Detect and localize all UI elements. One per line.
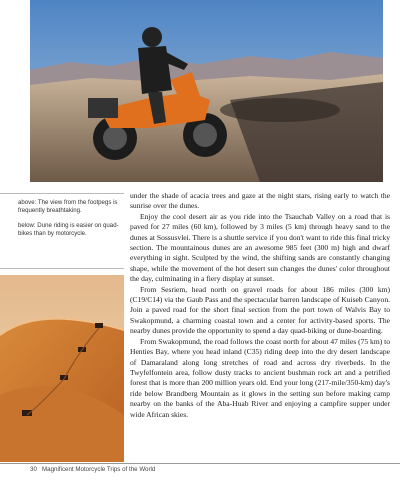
rider-desert-photo bbox=[30, 0, 383, 182]
book-title: Magnificent Motorcycle Trips of the World bbox=[42, 466, 156, 473]
article-body bbox=[130, 191, 390, 420]
dune-quadbike-photo bbox=[0, 275, 124, 462]
page-footer bbox=[0, 463, 400, 478]
page-number: 30 bbox=[30, 466, 37, 473]
paragraph-2: Enjoy the cool desert air as you ride into the Tsauchab Valley on a road that is paved for 27 miles (60 km), followed by 3 miles (5 km) through heavy sand to the dunes at Sossusvlei. There is a shuttle service if you don't want to ride this final tricky section. The mountainous dunes are an awesome 985 feet (300 m) high and dwarf everything in sight. Sculpted by the wind, the shifting sands are constantly changing shape, while the movement of the hot desert sun changes the dunes' color throughout the day, culminating in a fiery display at sunset. bbox=[130, 211, 390, 284]
paragraph-4: From Swakopmund, the road follows the coast north for about 47 miles (75 km) to Henties Bay, where you head inland (C35) riding deep into the dry desert landscape of Damaraland along long stretches of road and across dry riverbeds. In the Twyfelfontein area, follow dusty tracks to ancient bushman rock art and a petrified forest that is more than 200 million years old. End your long (217-mile/350-km) day's ride below Brandberg Mountain as it glows in the setting sun before making camp nearby on the banks of the Aba-Huab River and enjoying a campfire supper under wide African skies. bbox=[130, 336, 390, 419]
photo-captions bbox=[0, 193, 124, 269]
paragraph-1: under the shade of acacia trees and gaze at the night stars, rising early to watch the sunrise over the dunes. bbox=[130, 191, 390, 211]
paragraph-3: From Sesriem, head north on gravel roads for about 186 miles (300 km) (C19/C14) via the Gaub Pass and the spectacular barren landscape of Kuiseb Canyon. Join a paved road for the short final section from the port town of Walvis Bay to Swakopmund, a charming coastal town and a center for activity-based sports. The nearby dunes provide the opportunity to spend a day quad-biking or dune-boarding. bbox=[130, 284, 390, 336]
caption-above: above: The view from the footpegs is frequently breathtaking. bbox=[18, 199, 118, 215]
caption-below: below: Dune riding is easier on quad-bikes than by motorcycle. bbox=[18, 221, 119, 238]
